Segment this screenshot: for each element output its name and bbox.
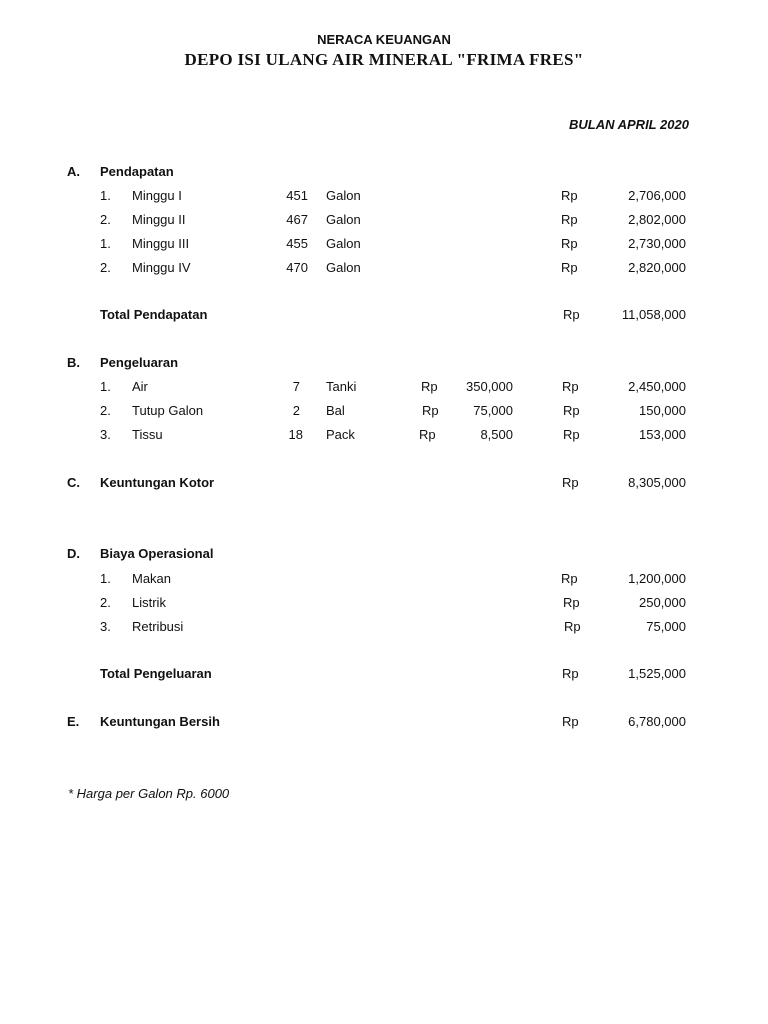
total-income-currency: Rp [563, 307, 580, 322]
row-total: 250,000 [639, 595, 686, 610]
row-qty: 467 [286, 212, 308, 227]
row-number: 1. [100, 188, 111, 203]
gross-profit-label: Keuntungan Kotor [100, 475, 215, 490]
section-b-title: Pengeluaran [100, 355, 179, 370]
net-profit-value: 6,780,000 [628, 714, 686, 729]
row-total: 1,200,000 [628, 571, 686, 586]
row-name: Tissu [132, 427, 163, 442]
row-number: 1. [100, 236, 111, 251]
row-number: 2. [100, 260, 111, 275]
row-number: 2. [100, 212, 111, 227]
total-expense-label: Total Pengeluaran [100, 666, 212, 681]
row-number: 2. [100, 595, 111, 610]
row-qty: 451 [286, 188, 308, 203]
total-expense-currency: Rp [562, 666, 579, 681]
section-b-letter: B. [67, 355, 80, 370]
row-price-currency: Rp [419, 427, 436, 442]
row-number: 1. [100, 379, 111, 394]
row-unit: Galon [326, 188, 361, 203]
row-unit: Pack [326, 427, 355, 442]
row-name: Air [132, 379, 148, 394]
row-unit: Tanki [326, 379, 357, 394]
total-expense-value: 1,525,000 [628, 666, 686, 681]
row-currency: Rp [561, 571, 578, 586]
row-currency: Rp [563, 427, 580, 442]
row-qty: 7 [292, 379, 300, 394]
row-name: Minggu II [132, 212, 186, 227]
section-e-letter: E. [67, 714, 80, 729]
document-subtitle: NERACA KEUANGAN [317, 32, 451, 47]
row-price: 8,500 [480, 427, 513, 442]
row-qty: 470 [286, 260, 308, 275]
total-income-value: 11,058,000 [621, 307, 686, 322]
section-a-letter: A. [67, 164, 80, 179]
row-name: Minggu III [132, 236, 190, 251]
gross-profit-currency: Rp [562, 475, 579, 490]
row-currency: Rp [561, 260, 578, 275]
footnote: * Harga per Galon Rp. 6000 [68, 786, 230, 801]
row-currency: Rp [562, 379, 579, 394]
section-a-title: Pendapatan [100, 164, 174, 179]
row-total: 2,820,000 [628, 260, 686, 275]
row-name: Retribusi [132, 619, 184, 634]
row-price: 75,000 [473, 403, 513, 418]
section-d-letter: D. [67, 546, 80, 561]
row-qty: 455 [286, 236, 308, 251]
row-price-currency: Rp [422, 403, 439, 418]
row-name: Minggu I [132, 188, 182, 203]
net-profit-currency: Rp [562, 714, 579, 729]
row-unit: Galon [326, 260, 361, 275]
row-name: Tutup Galon [132, 403, 204, 418]
row-qty: 18 [288, 427, 303, 442]
section-d-title: Biaya Operasional [100, 546, 214, 561]
row-total: 2,730,000 [628, 236, 686, 251]
row-currency: Rp [563, 595, 580, 610]
row-total: 2,706,000 [628, 188, 686, 203]
row-total: 75,000 [646, 619, 686, 634]
gross-profit-value: 8,305,000 [628, 475, 686, 490]
row-number: 3. [100, 427, 111, 442]
row-name: Minggu IV [132, 260, 191, 275]
section-c-letter: C. [67, 475, 80, 490]
net-profit-label: Keuntungan Bersih [100, 714, 220, 729]
row-currency: Rp [564, 619, 581, 634]
row-number: 1. [100, 571, 111, 586]
row-currency: Rp [561, 212, 578, 227]
document-title: DEPO ISI ULANG AIR MINERAL "FRIMA FRES" [184, 50, 584, 69]
row-name: Listrik [132, 595, 166, 610]
row-name: Makan [132, 571, 172, 586]
row-total: 2,802,000 [628, 212, 686, 227]
total-income-label: Total Pendapatan [100, 307, 208, 322]
row-number: 2. [100, 403, 111, 418]
row-qty: 2 [292, 403, 300, 418]
row-total: 153,000 [639, 427, 686, 442]
row-unit: Galon [326, 212, 361, 227]
row-unit: Bal [326, 403, 345, 418]
row-unit: Galon [326, 236, 361, 251]
row-number: 3. [100, 619, 111, 634]
row-total: 150,000 [639, 403, 686, 418]
period-label: BULAN APRIL 2020 [569, 117, 689, 132]
row-total: 2,450,000 [628, 379, 686, 394]
row-currency: Rp [563, 403, 580, 418]
row-price: 350,000 [466, 379, 513, 394]
row-currency: Rp [561, 188, 578, 203]
row-price-currency: Rp [421, 379, 438, 394]
row-currency: Rp [561, 236, 578, 251]
